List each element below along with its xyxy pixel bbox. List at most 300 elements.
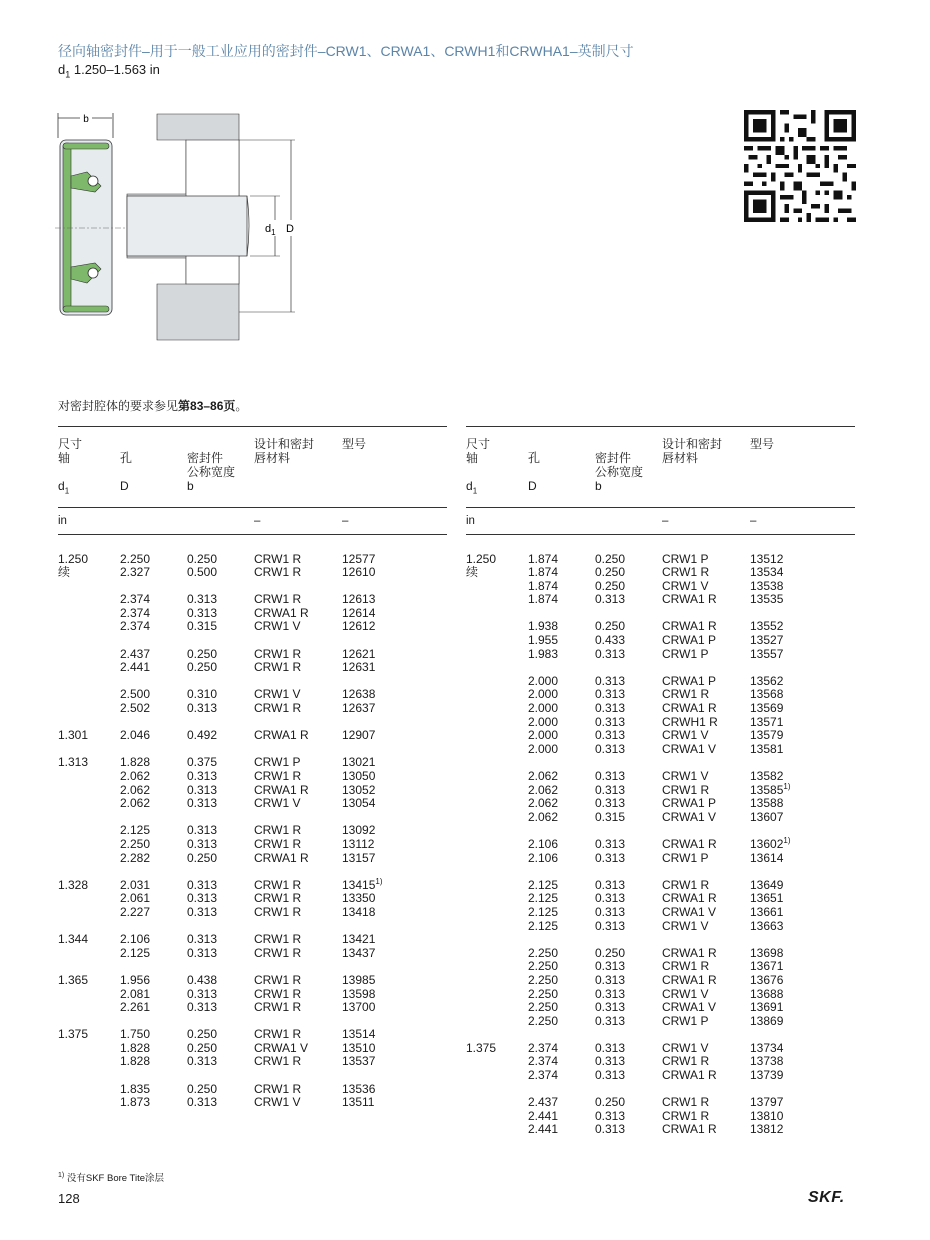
size-range: 1.250–1.563 (70, 62, 147, 77)
cell-model: 13651 (750, 891, 784, 906)
cell-bore-D: 2.374 (528, 1054, 559, 1069)
cell-model: 13614 (750, 850, 784, 865)
cell-model: 12637 (342, 701, 376, 716)
cell-bore-D: 2.000 (528, 714, 559, 729)
row-spacer (58, 743, 447, 757)
cell-shaft-d1 (466, 593, 528, 607)
shaft (127, 196, 247, 256)
table-row (466, 1055, 855, 1069)
cell-bore-D: 2.125 (528, 918, 559, 933)
table-row (466, 1042, 855, 1056)
cell-shaft-d1: 1.250 续 (466, 551, 497, 579)
cell-bore-D: 2.062 (528, 809, 559, 824)
cell-shaft-d1 (466, 988, 528, 1002)
cell-shaft-d1: 1.250 续 (58, 551, 89, 579)
row-spacer (466, 824, 855, 838)
cell-bore-D: 2.261 (120, 1000, 151, 1015)
cell-shaft-d1 (58, 688, 120, 702)
page-title: 径向轴密封件–用于一般工业应用的密封件–CRW1、CRWA1、CRWH1和CRWHA1–英制尺寸 (58, 43, 634, 59)
unit-in: in (466, 507, 528, 534)
row-spacer (58, 1015, 447, 1029)
cell-model: 13738 (750, 1054, 784, 1069)
continued-label: 续 (466, 564, 479, 579)
cell-width-b: 0.313 (595, 904, 626, 919)
table-row (466, 534, 855, 566)
cell-model: 13598 (342, 986, 376, 1001)
cell-model: 13581 (750, 741, 784, 756)
table-row (58, 784, 447, 798)
cell-design: CRWA1 R (662, 1068, 717, 1083)
table-row (466, 797, 855, 811)
unit-dash: – (254, 507, 342, 534)
table-row (466, 702, 855, 716)
cell-design: CRW1 V (254, 687, 301, 702)
cell-model: 13437 (342, 945, 376, 960)
sym-b: b (595, 479, 602, 493)
unit-in: in (58, 507, 120, 534)
cell-design: CRW1 R (254, 701, 302, 716)
cell-model: 13534 (750, 565, 784, 580)
cell-shaft-d1: 1.328 (58, 877, 89, 892)
table-row (466, 1123, 855, 1137)
cell-width-b: 0.315 (595, 809, 626, 824)
cell-design: CRW1 V (662, 578, 709, 593)
table-row (466, 1015, 855, 1029)
cell-width-b: 0.313 (595, 1013, 626, 1028)
cell-shaft-d1 (466, 920, 528, 934)
cell-bore-D: 2.282 (120, 850, 151, 865)
cell-bore-D: 2.000 (528, 687, 559, 702)
cell-model: 12613 (342, 592, 376, 607)
cell-width-b: 0.313 (595, 891, 626, 906)
col-bore-header: 孔 (120, 427, 187, 480)
cell-bore-D: 2.062 (528, 769, 559, 783)
cell-width-b: 0.313 (595, 959, 626, 974)
cell-design: CRW1 R (662, 877, 710, 892)
cell-model: 13536 (342, 1081, 376, 1096)
cell-model: 13797 (750, 1095, 784, 1110)
cell-width-b: 0.313 (595, 972, 626, 987)
table-row (58, 566, 447, 580)
cell-width-b: 0.250 (187, 1040, 218, 1055)
size-unit: in (146, 62, 160, 77)
table-row (58, 838, 447, 852)
cell-design: CRW1 R (254, 1000, 302, 1015)
cell-design: CRW1 R (254, 972, 302, 987)
cell-design: CRW1 P (662, 646, 709, 661)
col-design-header: 设计和密封 唇材料 (254, 427, 342, 480)
cell-width-b: 0.250 (187, 850, 218, 865)
cell-shaft-d1 (58, 593, 120, 607)
table-row (466, 811, 855, 825)
page-number: 128 (58, 1191, 80, 1206)
cell-width-b: 0.313 (595, 1054, 626, 1069)
cell-design: CRW1 R (662, 959, 710, 974)
cell-bore-D: 2.500 (120, 687, 151, 702)
cell-shaft-d1: 1.301 (58, 728, 89, 743)
cell-shaft-d1 (58, 852, 120, 866)
cell-bore-D: 2.062 (120, 782, 151, 797)
table-row (466, 960, 855, 974)
cell-width-b: 0.313 (187, 782, 218, 797)
cell-design: CRW1 R (662, 782, 710, 797)
cell-bore-D: 2.106 (528, 850, 559, 865)
cell-model: 13739 (750, 1068, 784, 1083)
cell-design: CRWA1 V (662, 1000, 717, 1015)
cell-shaft-d1 (466, 1123, 528, 1137)
cell-design: CRW1 V (662, 769, 709, 783)
table-row (466, 620, 855, 634)
cell-design: CRW1 V (254, 1095, 301, 1110)
cell-width-b: 0.250 (187, 646, 218, 661)
table-row (58, 1001, 447, 1015)
cell-bore-D: 1.874 (528, 551, 559, 566)
cell-width-b: 0.313 (187, 1095, 218, 1110)
cell-design: CRW1 V (662, 728, 709, 743)
cell-width-b: 0.313 (595, 1108, 626, 1123)
cell-width-b: 0.313 (187, 605, 218, 620)
table-row (58, 770, 447, 784)
cell-model: 12610 (342, 565, 376, 580)
table-row (466, 1069, 855, 1083)
cell-bore-D: 1.938 (528, 619, 559, 634)
cell-width-b: 0.313 (595, 1040, 626, 1055)
cell-bore-D: 2.327 (120, 565, 151, 580)
cell-bore-D: 1.983 (528, 646, 559, 661)
table-row (466, 675, 855, 689)
cell-bore-D: 2.374 (120, 592, 151, 607)
cell-design: CRWA1 R (254, 728, 309, 743)
cell-shaft-d1: 1.375 (466, 1040, 497, 1055)
cell-design: CRWH1 R (662, 714, 718, 729)
table-row (58, 933, 447, 947)
cell-model: 13602$^{1)}$ (750, 835, 791, 851)
cell-model: 13661 (750, 904, 784, 919)
cell-bore-D: 2.106 (528, 836, 559, 851)
cell-design: CRWA1 R (662, 891, 717, 906)
cell-design: CRW1 R (254, 769, 302, 783)
row-spacer (466, 607, 855, 621)
cell-width-b: 0.250 (187, 551, 218, 566)
cell-width-b: 0.313 (187, 904, 218, 919)
cell-shaft-d1 (466, 960, 528, 974)
cell-model: 12621 (342, 646, 376, 661)
cell-width-b: 0.313 (595, 1068, 626, 1083)
table-row (58, 892, 447, 906)
cell-model: 13568 (750, 687, 784, 702)
table-row (466, 947, 855, 961)
cell-shaft-d1 (466, 838, 528, 852)
table-row (58, 729, 447, 743)
cell-design: CRW1 V (662, 986, 709, 1001)
cell-design: CRWA1 R (662, 1122, 717, 1137)
cell-design: CRW1 R (254, 836, 302, 851)
cell-bore-D: 2.081 (120, 986, 151, 1001)
cell-design: CRWA1 R (662, 592, 717, 607)
cell-shaft-d1 (58, 1083, 120, 1097)
cell-model: 13557 (750, 646, 784, 661)
cell-design: CRWA1 R (254, 782, 309, 797)
cell-design: CRW1 R (254, 551, 302, 566)
cell-bore-D: 2.441 (528, 1108, 559, 1123)
cell-width-b: 0.313 (595, 592, 626, 607)
cell-shaft-d1 (466, 784, 528, 798)
table-row (58, 661, 447, 675)
cell-model: 13538 (750, 578, 784, 593)
cell-width-b: 0.313 (187, 769, 218, 783)
cell-bore-D: 2.374 (120, 605, 151, 620)
cell-design: CRW1 R (254, 1054, 302, 1069)
cell-model: 13552 (750, 619, 784, 634)
cell-design: CRWA1 R (662, 945, 717, 960)
cell-design: CRWA1 P (662, 633, 717, 648)
cell-bore-D: 2.227 (120, 904, 151, 919)
cell-model: 12638 (342, 687, 376, 702)
cell-shaft-d1 (58, 906, 120, 920)
table-row (466, 770, 855, 784)
table-row (466, 879, 855, 893)
cell-bore-D: 2.000 (528, 673, 559, 688)
cell-bore-D: 1.874 (528, 578, 559, 593)
unit-dash: – (342, 507, 447, 534)
cell-shaft-d1 (466, 1015, 528, 1029)
cell-bore-D: 2.502 (120, 701, 151, 716)
cell-model: 13157 (342, 850, 376, 865)
cell-bore-D: 2.250 (528, 1013, 559, 1028)
table-row (466, 1096, 855, 1110)
cell-bore-D: 2.062 (120, 769, 151, 783)
cell-shaft-d1 (58, 648, 120, 662)
cell-bore-D: 2.441 (120, 660, 151, 675)
cell-shaft-d1 (466, 1001, 528, 1015)
cell-design: CRW1 R (254, 877, 302, 892)
cell-design: CRWA1 R (662, 836, 717, 851)
cell-design: CRWA1 V (254, 1040, 309, 1055)
cell-model: 13510 (342, 1040, 376, 1055)
cell-shaft-d1 (466, 620, 528, 634)
table-row (58, 824, 447, 838)
cell-model: 13052 (342, 782, 376, 797)
d1-subscript: 1 (65, 69, 71, 80)
col-width-header: 密封件 公称宽度 (595, 427, 662, 480)
cell-model: 13537 (342, 1054, 376, 1069)
cell-design: CRW1 V (662, 918, 709, 933)
table-row (58, 534, 447, 566)
cell-shaft-d1 (58, 784, 120, 798)
cell-width-b: 0.313 (595, 986, 626, 1001)
cell-bore-D: 2.374 (528, 1040, 559, 1055)
cell-model: 13350 (342, 891, 376, 906)
cell-width-b: 0.313 (595, 741, 626, 756)
cell-shaft-d1 (466, 947, 528, 961)
cell-model: 13535 (750, 592, 784, 607)
cell-shaft-d1: 1.313 (58, 755, 89, 770)
unit-dash: – (662, 507, 750, 534)
cell-shaft-d1 (466, 892, 528, 906)
cell-width-b: 0.313 (187, 592, 218, 607)
cell-model: 13514 (342, 1027, 376, 1042)
continued-label: 续 (58, 564, 71, 579)
table-row (466, 716, 855, 730)
d1-symbol: d (58, 62, 66, 77)
cell-width-b: 0.313 (187, 932, 218, 947)
cell-width-b: 0.313 (595, 701, 626, 716)
cell-width-b: 0.250 (595, 945, 626, 960)
cell-model: 13511 (342, 1095, 375, 1110)
cell-model: 13418 (342, 904, 376, 919)
cell-model: 13054 (342, 796, 376, 811)
cell-model: 13569 (750, 701, 784, 716)
cell-model: 13671 (750, 959, 784, 974)
cell-shaft-d1 (58, 770, 120, 784)
cell-design: CRW1 R (662, 1095, 710, 1110)
cell-bore-D: 2.125 (120, 823, 151, 838)
table-row (466, 892, 855, 906)
cell-bore-D: 2.250 (528, 1000, 559, 1015)
cell-design: CRWA1 P (662, 673, 717, 688)
table-row (466, 593, 855, 607)
cell-shaft-d1 (466, 634, 528, 648)
cell-shaft-d1: 1.375 (58, 1027, 89, 1042)
sym-D: D (120, 479, 129, 493)
cell-shaft-d1 (58, 1001, 120, 1015)
cell-design: CRW1 R (254, 823, 302, 838)
table-row (58, 1042, 447, 1056)
cell-bore-D: 2.250 (120, 836, 151, 851)
garter-spring-bottom (88, 268, 98, 278)
col-model-header: 型号 (750, 427, 855, 480)
cell-design: CRW1 R (254, 932, 302, 947)
table-row (466, 648, 855, 662)
qr-code (744, 110, 856, 222)
cell-shaft-d1 (466, 688, 528, 702)
table-row (58, 688, 447, 702)
cell-bore-D: 1.956 (120, 972, 151, 987)
cell-width-b: 0.313 (595, 1000, 626, 1015)
cell-design: CRW1 R (662, 1108, 710, 1123)
cell-design: CRW1 R (254, 592, 302, 607)
cell-width-b: 0.250 (187, 1027, 218, 1042)
table-row (58, 620, 447, 634)
cell-bore-D: 2.374 (120, 619, 151, 634)
cell-model: 13676 (750, 972, 784, 987)
cell-shaft-d1 (466, 729, 528, 743)
cell-model: 13421 (342, 932, 376, 947)
cell-design: CRWA1 V (662, 904, 717, 919)
cell-model: 13092 (342, 823, 376, 838)
cell-design: CRWA1 R (662, 701, 717, 716)
cell-width-b: 0.313 (187, 891, 218, 906)
cell-bore-D: 1.828 (120, 755, 151, 770)
cell-bore-D: 2.437 (528, 1095, 559, 1110)
cell-model: 13810 (750, 1108, 784, 1123)
col-width-header: 密封件 公称宽度 (187, 427, 254, 480)
cell-model: 13588 (750, 796, 784, 811)
cell-model: 13021 (342, 755, 376, 770)
cell-bore-D: 2.062 (528, 782, 559, 797)
cell-design: CRW1 P (662, 551, 709, 566)
cell-bore-D: 1.835 (120, 1081, 151, 1096)
cell-bore-D: 2.000 (528, 728, 559, 743)
cell-width-b: 0.250 (595, 565, 626, 580)
cell-shaft-d1 (466, 879, 528, 893)
cell-bore-D: 2.374 (528, 1068, 559, 1083)
row-spacer (58, 580, 447, 594)
cell-model: 13869 (750, 1013, 784, 1028)
cell-bore-D: 2.000 (528, 701, 559, 716)
cell-design: CRW1 P (254, 755, 301, 770)
dim-b-label: b (83, 114, 89, 125)
cell-model: 13649 (750, 877, 784, 892)
cell-design: CRW1 P (662, 1013, 709, 1028)
cell-bore-D: 1.750 (120, 1027, 151, 1042)
cell-shaft-d1 (58, 797, 120, 811)
cell-design: CRWA1 R (662, 972, 717, 987)
footnote-marker: 1) (58, 1171, 65, 1179)
row-spacer (466, 756, 855, 770)
dim-D-label: D (286, 223, 294, 235)
cell-width-b: 0.375 (187, 755, 218, 770)
cell-shaft-d1 (58, 838, 120, 852)
row-spacer (466, 661, 855, 675)
cell-width-b: 0.313 (595, 918, 626, 933)
row-spacer (58, 865, 447, 879)
cell-model: 13579 (750, 728, 784, 743)
cell-width-b: 0.313 (595, 728, 626, 743)
row-spacer (58, 675, 447, 689)
cell-bore-D: 2.441 (528, 1122, 559, 1137)
cell-shaft-d1 (58, 1042, 120, 1056)
cell-bore-D: 1.873 (120, 1095, 151, 1110)
cell-design: CRW1 V (254, 619, 301, 634)
cell-width-b: 0.492 (187, 728, 218, 743)
garter-spring-top (88, 176, 98, 186)
cell-width-b: 0.313 (595, 673, 626, 688)
cell-bore-D: 1.828 (120, 1054, 151, 1069)
cell-width-b: 0.313 (187, 986, 218, 1001)
cell-bore-D: 2.125 (528, 904, 559, 919)
cell-design: CRW1 R (662, 565, 710, 580)
cell-model: 13512 (750, 551, 784, 566)
cell-shaft-d1 (466, 811, 528, 825)
seal-cross-section-drawing (55, 108, 305, 344)
row-spacer (58, 1069, 447, 1083)
cell-design: CRWA1 V (662, 809, 717, 824)
cell-shaft-d1 (466, 743, 528, 757)
cell-model: 13582 (750, 769, 784, 783)
table-row (58, 974, 447, 988)
table-row (58, 648, 447, 662)
row-spacer (466, 1028, 855, 1042)
col-bore-header: 孔 (528, 427, 595, 480)
cell-model: 13688 (750, 986, 784, 1001)
table-row (466, 920, 855, 934)
cell-shaft-d1 (466, 580, 528, 594)
table-row (58, 1055, 447, 1069)
cell-width-b: 0.250 (595, 1095, 626, 1110)
cell-width-b: 0.313 (187, 1000, 218, 1015)
cell-shaft-d1 (58, 1055, 120, 1069)
cell-shaft-d1 (466, 675, 528, 689)
cell-width-b: 0.313 (187, 836, 218, 851)
cell-shaft-d1 (466, 648, 528, 662)
table-row (466, 784, 855, 798)
cell-bore-D: 2.062 (120, 796, 151, 811)
table-row (466, 729, 855, 743)
footnote (58, 1170, 164, 1184)
cell-width-b: 0.313 (595, 1122, 626, 1137)
table-row (58, 1028, 447, 1042)
